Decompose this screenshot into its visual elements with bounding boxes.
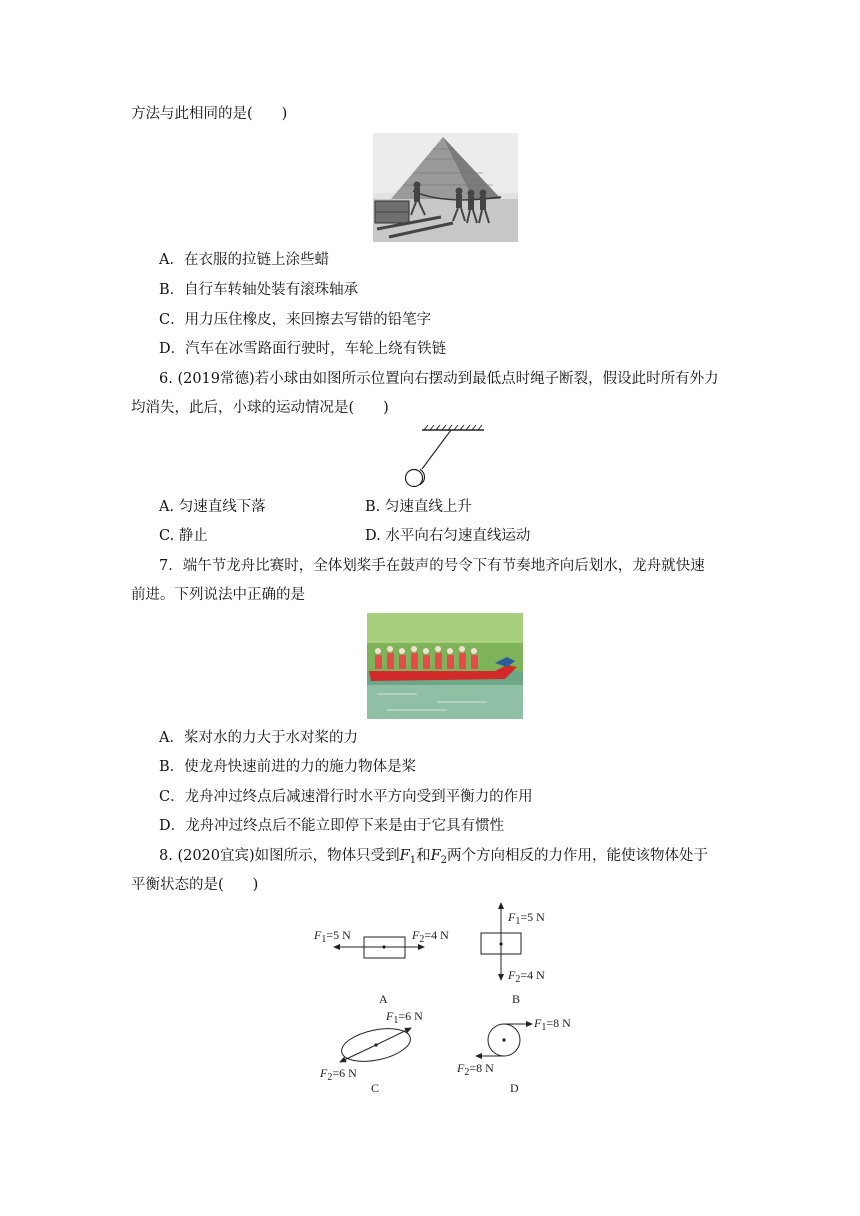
q6-stem-line2: 均消失，此后，小球的运动情况是( ) (131, 400, 389, 416)
q8-stem-line2: 平衡状态的是( ) (131, 877, 259, 893)
q7-option-a: A．桨对水的力大于水对桨的力 (159, 730, 358, 746)
q5-option-c: C．用力压住橡皮，来回擦去写错的铅笔字 (159, 312, 432, 328)
diagram-b-f2-label: $F_2=4$ N (508, 968, 545, 985)
q6-option-d: D. 水平向右匀速直线运动 (365, 528, 531, 544)
diagram-d (476, 1024, 532, 1056)
pendulum-ball (404, 468, 424, 488)
q7-option-c: C．龙舟冲过终点后减速滑行时水平方向受到平衡力的作用 (159, 789, 533, 805)
diagram-d-f2-label: $F_2=8$ N (457, 1061, 494, 1078)
diagram-c (339, 1023, 414, 1067)
q5-option-d: D．汽车在冰雪路面行驶时，车轮上绕有铁链 (159, 341, 447, 357)
q8-stem-line1: 8. (2020宜宾)如图所示，物体只受到$F_1$和$F_2$两个方向相反的力作用，能使该物体处于 (159, 848, 709, 866)
diagram-c-label: C (371, 1081, 380, 1095)
diagram-a-f1-label: $F_1=5$ N (314, 928, 351, 945)
q7-stem-line1: 7．端午节龙舟比赛时，全体划桨手在鼓声的号令下有节奏地齐向后划水，龙舟就快速 (159, 558, 705, 574)
diagram-b-f1-label: $F_1=5$ N (508, 910, 545, 927)
q7-stem-line2: 前进。下列说法中正确的是 (131, 587, 305, 603)
diagram-c-f1-label: $F_1=6$ N (386, 1009, 423, 1026)
diagram-a-f2-label: $F_2=4$ N (412, 928, 449, 945)
q6-option-a: A. 匀速直线下落 (159, 499, 266, 515)
diagram-d-label: D (510, 1081, 519, 1095)
diagram-a-label: A (379, 992, 388, 1006)
diagram-b-label: B (512, 992, 521, 1006)
pyramid-pulling-illustration (373, 133, 518, 242)
q6-option-b: B. 匀速直线上升 (365, 499, 472, 515)
q5-stem-tail: 方法与此相同的是( ) (131, 106, 288, 122)
q7-option-d: D．龙舟冲过终点后不能立即停下来是由于它具有惯性 (159, 818, 505, 834)
q5-option-b: B．自行车转轴处装有滚珠轴承 (159, 282, 359, 298)
dragon-boat-photo (367, 613, 523, 719)
pendulum-diagram (420, 424, 490, 488)
q5-option-a: A．在衣服的拉链上涂些蜡 (159, 252, 329, 268)
q7-option-b: B．使龙舟快速前进的力的施力物体是桨 (159, 759, 417, 775)
q6-stem-line1: 6. (2019常德)若小球由如图所示位置向右摆动到最低点时绳子断裂，假设此时所有外力 (159, 371, 719, 387)
diagram-c-f2-label: $F_2=6$ N (320, 1066, 357, 1083)
diagram-d-f1-label: $F_1=8$ N (534, 1016, 571, 1033)
q6-option-c: C. 静止 (159, 528, 208, 544)
